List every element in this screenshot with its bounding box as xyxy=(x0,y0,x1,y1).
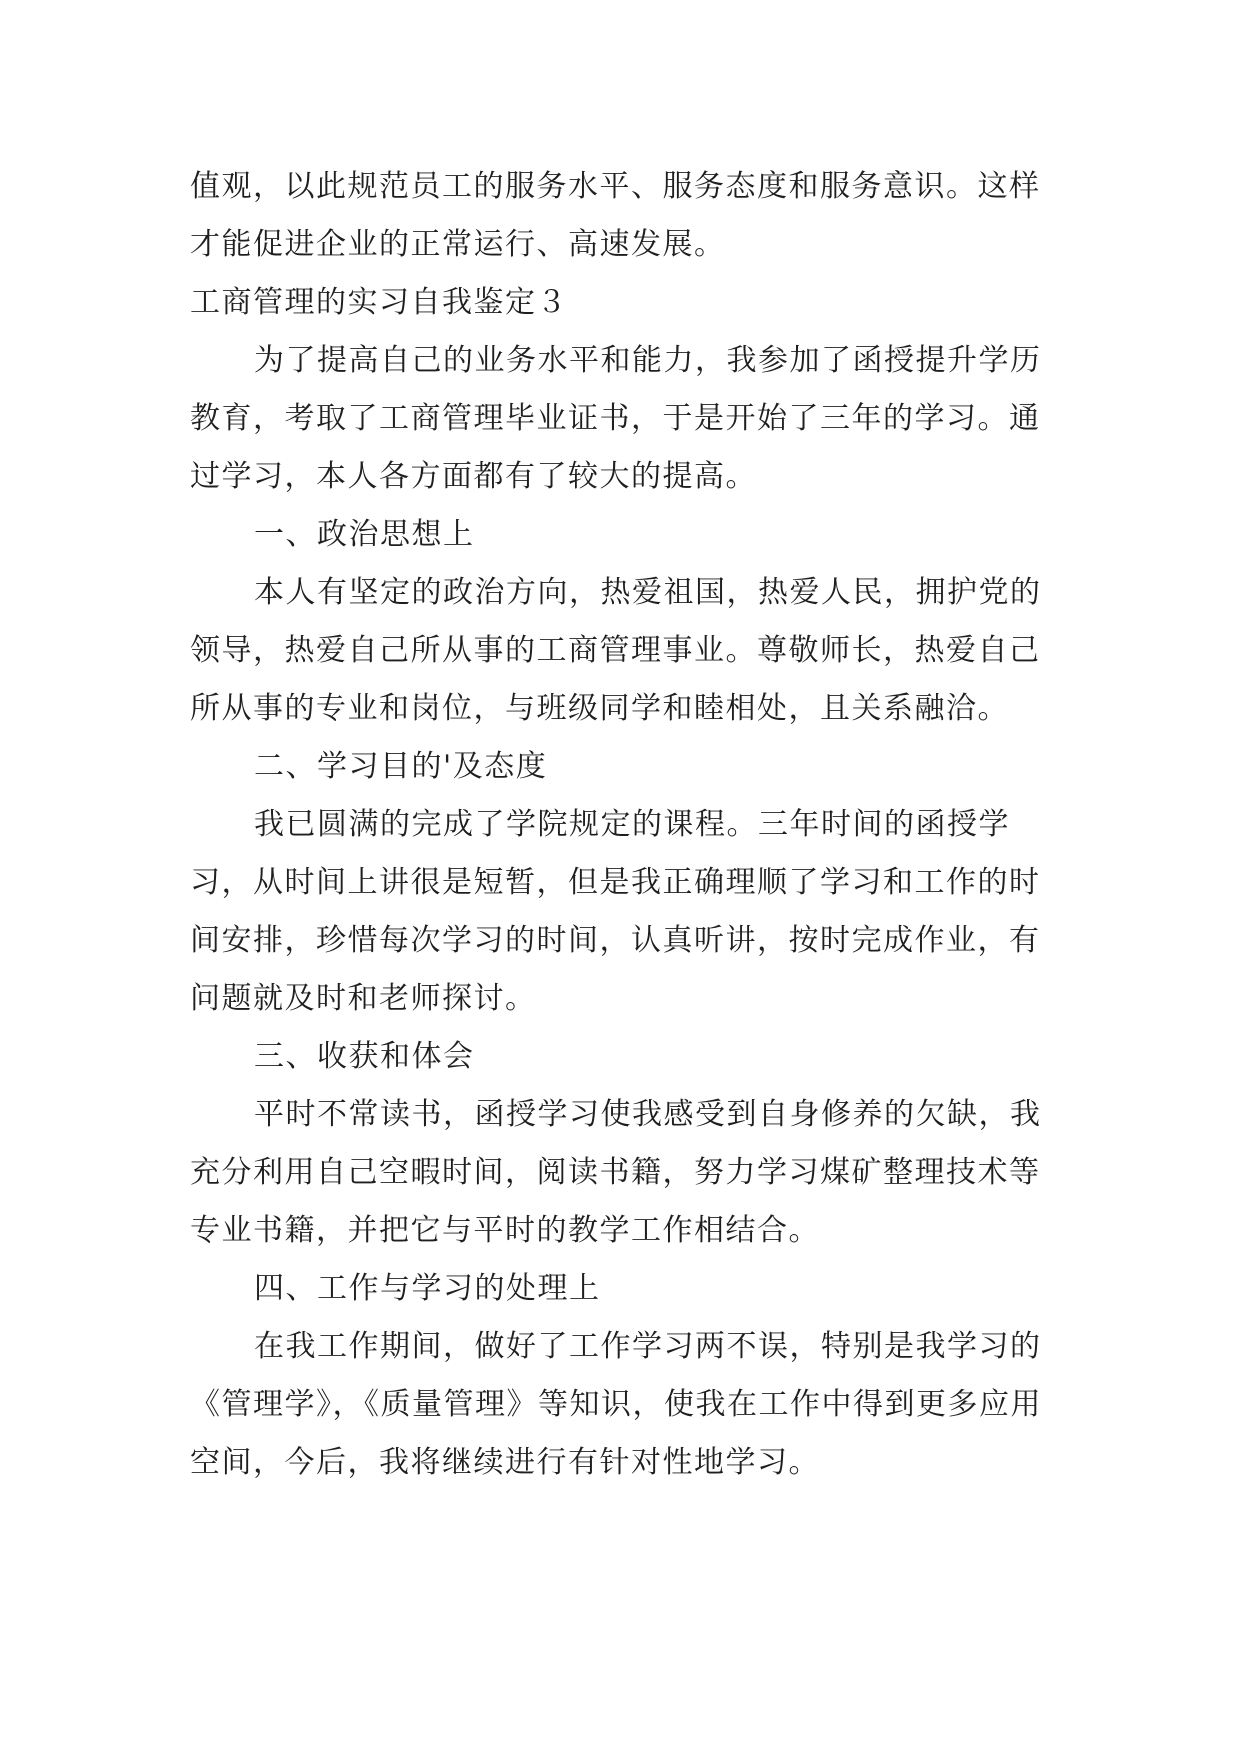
document-body xyxy=(190,158,1050,1492)
paragraph-politics: 本人有坚定的政治方向，热爱祖国，热爱人民，拥护党的领导，热爱自己所从事的工商管理事业。尊敬师长，热爱自己所从事的专业和岗位，与班级同学和睦相处，且关系融洽。 xyxy=(190,575,1042,726)
paragraph-study-goal: 我已圆满的完成了学院规定的课程。三年时间的函授学习，从时间上讲很是短暂，但是我正确理顺了学习和工作的时间安排，珍惜每次学习的时间，认真听讲，按时完成作业，有问题就及时和老师探讨。 xyxy=(190,807,1041,1016)
paragraph-intro: 为了提高自己的业务水平和能力，我参加了函授提升学历教育，考取了工商管理毕业证书，于是开始了三年的学习。通过学习，本人各方面都有了较大的提高。 xyxy=(190,343,1042,494)
paragraph-gains: 平时不常读书，函授学习使我感受到自身修养的欠缺，我充分利用自己空暇时间，阅读书籍，努力学习煤矿整理技术等专业书籍，并把它与平时的教学工作相结合。 xyxy=(190,1097,1042,1248)
subheading-politics: 一、政治思想上 xyxy=(254,517,475,552)
subheading-gains: 三、收获和体会 xyxy=(254,1039,475,1074)
subheading-study-goal: 二、学习目的'及态度 xyxy=(254,749,548,784)
paragraph-continued: 值观，以此规范员工的服务水平、服务态度和服务意识。这样才能促进企业的正常运行、高速发展。 xyxy=(190,169,1041,262)
section-title: 工商管理的实习自我鉴定３ xyxy=(190,285,568,320)
paragraph-work-study: 在我工作期间，做好了工作学习两不误，特别是我学习的《管理学》，《质量管理》等知识，使我在工作中得到更多应用空间，今后，我将继续进行有针对性地学习。 xyxy=(190,1329,1042,1480)
subheading-work-study: 四、工作与学习的处理上 xyxy=(254,1271,601,1306)
